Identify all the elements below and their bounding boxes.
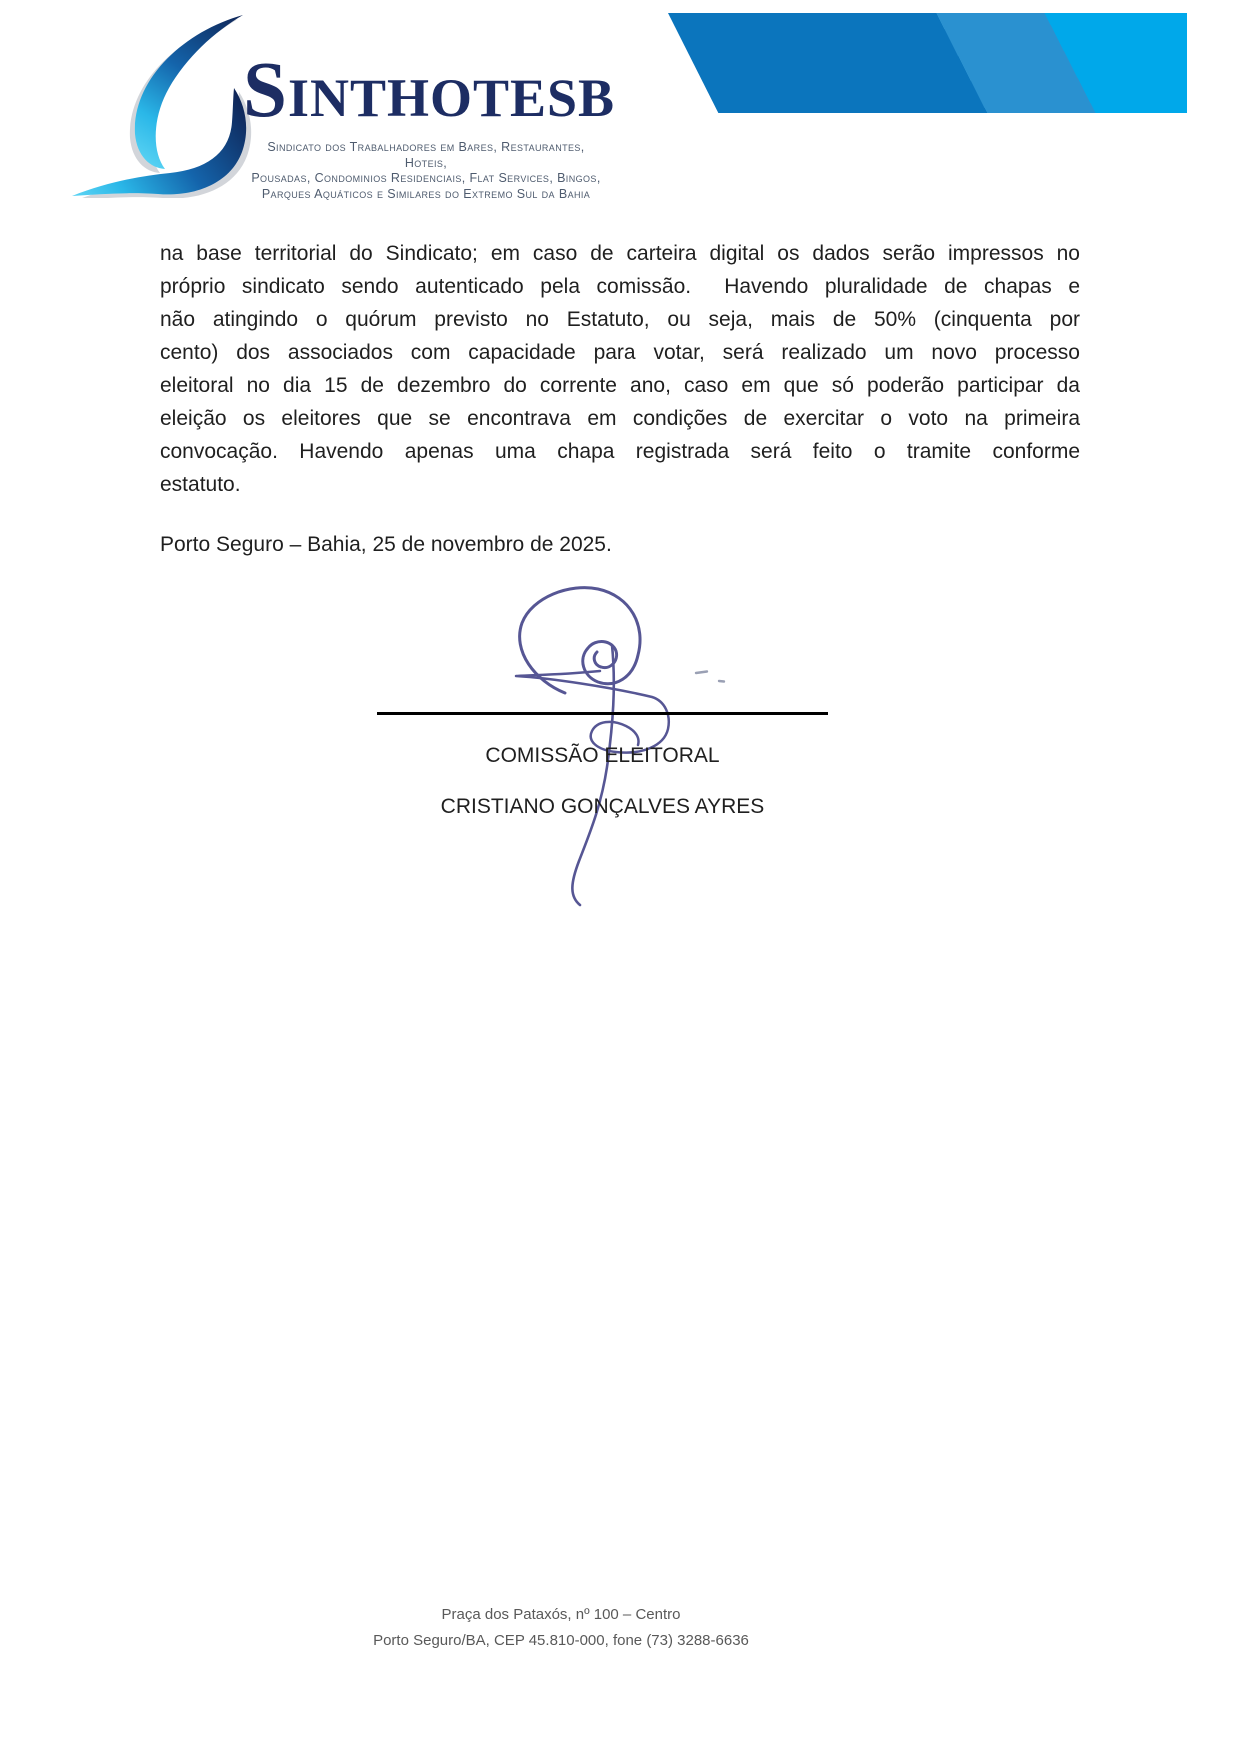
header-banner-ribbon: [668, 13, 1187, 113]
body-paragraph: [160, 237, 1080, 501]
sinthotesb-swoosh-logo-icon: [62, 6, 252, 198]
footer-address: [0, 1602, 1122, 1654]
logo-subtitle-line: Pousadas, Condominios Residenciais, Flat Services, Bingos,: [251, 171, 601, 185]
footer-address-line1: Praça dos Pataxós, nº 100 – Centro: [441, 1606, 681, 1623]
logo-wordmark: SINTHOTESB: [243, 47, 616, 134]
logo-subtitle: [246, 140, 606, 202]
committee-label: COMISSÃO ELEITORAL: [485, 744, 720, 767]
body-text-line: eleitoral no dia 15 de dezembro do corrente ano, caso em que só poderão participar da: [160, 374, 1080, 397]
body-text-line: não atingindo o quórum previsto no Estatuto, ou seja, mais de 50% (cinquenta por: [160, 308, 1080, 331]
body-text-line: estatuto.: [160, 473, 241, 496]
stray-dot-mark: [719, 681, 724, 682]
signer-name: CRISTIANO GONÇALVES AYRES: [440, 795, 765, 818]
body-text-line: convocação. Havendo apenas uma chapa registrada será feito o tramite conforme: [160, 440, 1080, 463]
body-text-line: próprio sindicato sendo autenticado pela comissão. Havendo pluralidade de chapas e: [160, 275, 1080, 298]
logo-subtitle-line: Sindicato dos Trabalhadores em Bares, Restaurantes, Hoteis,: [267, 140, 585, 170]
date-place-line: Porto Seguro – Bahia, 25 de novembro de 2025.: [160, 533, 612, 556]
body-text-line: cento) dos associados com capacidade para votar, será realizado um novo processo: [160, 341, 1080, 364]
stray-dash-mark: [696, 672, 707, 674]
body-text-line: na base territorial do Sindicato; em caso de carteira digital os dados serão impressos no: [160, 242, 1080, 265]
body-text-line: eleição os eleitores que se encontrava em condições de exercitar o voto na primeira: [160, 407, 1080, 430]
signature-line: [377, 712, 828, 715]
footer-address-line2: Porto Seguro/BA, CEP 45.810-000, fone (73) 3288-6636: [373, 1632, 749, 1649]
logo-subtitle-line: Parques Aquáticos e Similares do Extremo Sul da Bahia: [261, 186, 591, 201]
